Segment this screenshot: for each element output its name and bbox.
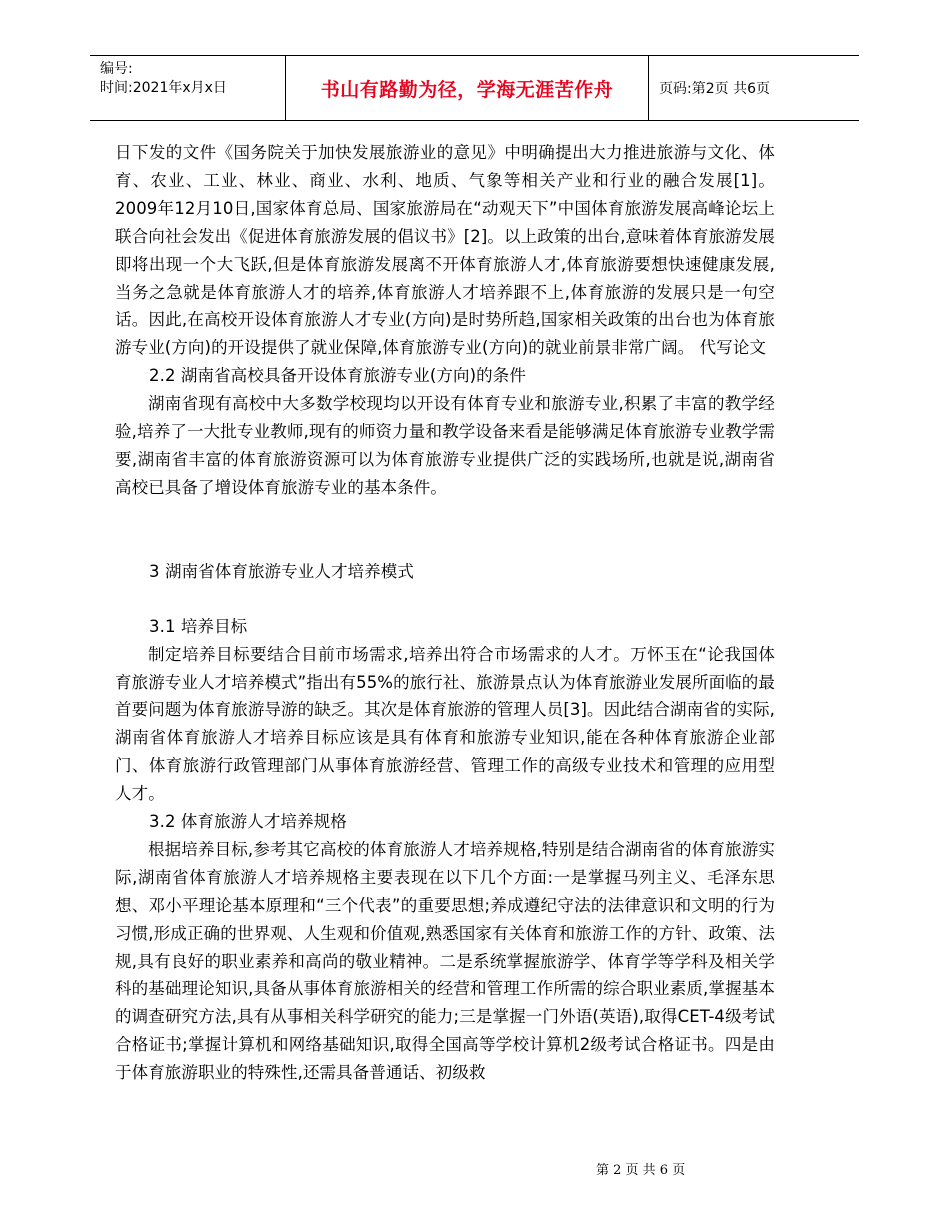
section-spacer: [115, 502, 775, 558]
header-motto: 书山有路勤为径，学海无涯苦作舟: [285, 56, 649, 120]
paragraph-policy: 日下发的文件《国务院关于加快发展旅游业的意见》中明确提出大力推进旅游与文化、体育、农业、工业、林业、商业、水利、地质、气象等相关产业和行业的融合发展[1]。2009年12月10日,国家体育总局、国家旅游局在“动观天下”中国体育旅游发展高峰论坛上联合向社会发出《促进体育旅游发展的倡议书》[2]。以上政策的出台,意味着体育旅游发展即将出现一个大飞跃,但是体育旅游发展离不开体育旅游人才,体育旅游要想快速健康发展,当务之急就是体育旅游人才的培养,体育旅游人才培养跟不上,体育旅游的发展只是一句空话。因此,在高校开设体育旅游人才专业(方向)是时势所趋,国家相关政策的出台也为体育旅游专业(方向)的开设提供了就业保障,体育旅游专业(方向)的就业前景非常广阔。 代写论文: [115, 143, 775, 358]
section-heading-3: 3 湖南省体育旅游专业人才培养模式: [149, 561, 414, 581]
page-header: [90, 55, 859, 121]
time-label: 时间:2021年x月x日: [100, 80, 227, 96]
section-heading-3-2: 3.2 体育旅游人才培养规格: [149, 812, 347, 832]
paragraph-training-goal: 制定培养目标要结合目前市场需求,培养出符合市场需求的人才。万怀玉在“论我国体育旅游专业人才培养模式”指出有55%的旅行社、旅游景点认为体育旅游业发展所面临的最首要问题为体育旅游导游的缺乏。其次是体育旅游的管理人员[3]。因此结合湖南省的实际,湖南省体育旅游人才培养目标应该是具有体育和旅游专业知识,能在各种体育旅游企业部门、体育旅游行政管理部门从事体育旅游经营、管理工作的高级专业技术和管理的应用型人才。: [115, 644, 775, 804]
section-heading-3-1: 3.1 培养目标: [149, 616, 248, 636]
header-meta: [90, 56, 285, 120]
document-body: [115, 139, 775, 1087]
paragraph-conditions: 湖南省现有高校中大多数学校现均以开设有体育专业和旅游专业,积累了丰富的教学经验,培养了一大批专业教师,现有的师资力量和教学设备来看是能够满足体育旅游专业教学需要,湖南省丰富的体育旅游资源可以为体育旅游专业提供广泛的实践场所,也就是说,湖南省高校已具备了增设体育旅游专业的基本条件。: [115, 394, 775, 497]
section-spacer: [115, 586, 775, 613]
paragraph-training-spec: 根据培养目标,参考其它高校的体育旅游人才培养规格,特别是结合湖南省的体育旅游实际,湖南省体育旅游人才培养规格主要表现在以下几个方面:一是掌握马列主义、毛泽东思想、邓小平理论基本原理和“三个代表”的重要思想;养成遵纪守法的法律意识和文明的行为习惯,形成正确的世界观、人生观和价值观,熟悉国家有关体育和旅游工作的方针、政策、法规,具有良好的职业素养和高尚的敬业精神。二是系统掌握旅游学、体育学等学科及相关学科的基础理论知识,具备从事体育旅游相关的经营和管理工作所需的综合职业素质,掌握基本的调查研究方法,具有从事相关科学研究的能力;三是掌握一门外语(英语),取得CET-4级考试合格证书;掌握计算机和网络基础知识,取得全国高等学校计算机2级考试合格证书。四是由于体育旅游职业的特殊性,还需具备普通话、初级救: [115, 839, 775, 1083]
page-footer: 第 2 页 共 6 页: [596, 1163, 686, 1178]
section-heading-2-2: 2.2 湖南省高校具备开设体育旅游专业(方向)的条件: [149, 366, 526, 386]
header-page-info: 页码:第2页 共6页: [659, 81, 770, 97]
serial-number-label: 编号:: [100, 61, 133, 77]
